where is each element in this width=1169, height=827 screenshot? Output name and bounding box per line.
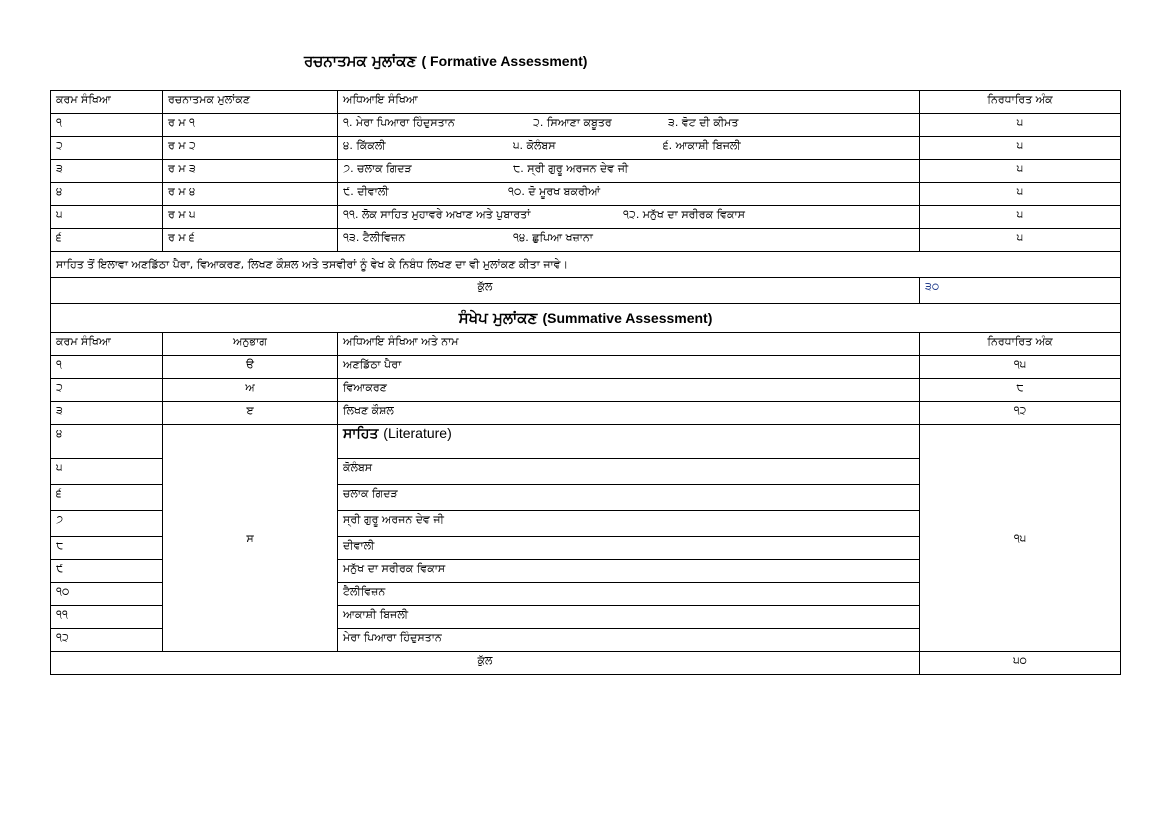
header-section: ਅਨੁਭਾਗ (163, 333, 338, 356)
header-formative: ਰਚਨਾਤਮਕ ਮੁਲਾਂਕਣ (163, 91, 338, 114)
formative-total-value: ੩੦ (920, 278, 1121, 304)
marks-cell: ੮ (920, 379, 1121, 402)
chapter: ੧੩. ਟੈਲੀਵਿਜ਼ਨ (343, 231, 406, 244)
table-row (51, 137, 1121, 160)
serial-cell: ੮ (51, 537, 163, 560)
literature-heading-english: (Literature) (383, 425, 452, 441)
name-cell: ਆਕਾਸ਼ੀ ਬਿਜਲੀ (338, 606, 920, 629)
serial-cell: ੩ (51, 402, 163, 425)
chapter: ੭. ਚਲਾਕ ਗਿਦੜ (343, 162, 412, 175)
marks-cell: ੧੫ (920, 356, 1121, 379)
serial-cell: ੧੧ (51, 606, 163, 629)
table-row (51, 206, 1121, 229)
serial-cell: ੪ (51, 183, 163, 206)
page-title (304, 52, 724, 72)
page-title-punjabi: ਰਚਨਾਤਮਕ ਮੁਲਾਂਕਣ (304, 52, 417, 70)
summative-total-row (51, 652, 1121, 675)
formative-note-row (51, 252, 1121, 278)
header-chapter-name: ਅਧਿਆਇ ਸੰਖਿਆ ਅਤੇ ਨਾਮ (338, 333, 920, 356)
chapters-cell (338, 160, 920, 183)
serial-cell: ੨ (51, 379, 163, 402)
section-cell: ੳ (163, 356, 338, 379)
serial-cell: ੬ (51, 229, 163, 252)
header-chapters: ਅਧਿਆਇ ਸੰਖਿਆ (338, 91, 920, 114)
marks-cell: ੫ (920, 183, 1121, 206)
marks-cell: ੫ (920, 206, 1121, 229)
section-cell: ੲ (163, 402, 338, 425)
serial-cell: ੨ (51, 137, 163, 160)
serial-cell: ੧੨ (51, 629, 163, 652)
code-cell: ਰ ਮ ੧ (163, 114, 338, 137)
literature-heading (338, 425, 920, 459)
name-cell: ਦੀਵਾਲੀ (338, 537, 920, 560)
code-cell: ਰ ਮ ੨ (163, 137, 338, 160)
page-title-english: ( Formative Assessment) (421, 53, 588, 69)
serial-cell: ੫ (51, 459, 163, 485)
chapter: ੧੪. ਛੁਪਿਆ ਖਜ਼ਾਨਾ (513, 231, 593, 244)
chapters-cell (338, 183, 920, 206)
serial-cell: ੧੦ (51, 583, 163, 606)
formative-total-label: ਕੁੱਲ (51, 278, 920, 304)
serial-cell: ੪ (51, 425, 163, 459)
table-row (51, 379, 1121, 402)
chapter: ੧੧. ਲੋਕ ਸਾਹਿਤ ਮੁਹਾਵਰੇ ਅਖਾਣ ਅਤੇ ਪੁਬਾਰਤਾਂ (343, 208, 531, 221)
marks-cell: ੫ (920, 160, 1121, 183)
name-cell: ਚਲਾਕ ਗਿਦੜ (338, 485, 920, 511)
marks-cell: ੧੨ (920, 402, 1121, 425)
chapter: ੧੦. ਦੋ ਮੂਰਖ ਬਕਰੀਆਂ (508, 185, 601, 198)
summative-title-row (51, 304, 1121, 333)
chapters-cell (338, 114, 920, 137)
code-cell: ਰ ਮ ੪ (163, 183, 338, 206)
formative-header-row (51, 91, 1121, 114)
header-serial: ਕਰਮ ਸੰਖਿਆ (51, 91, 163, 114)
section-cell: ਅ (163, 379, 338, 402)
chapters-cell (338, 229, 920, 252)
chapter: ੬. ਆਕਾਸ਼ੀ ਬਿਜਲੀ (663, 139, 741, 152)
chapter: ੨. ਸਿਆਣਾ ਕਬੂਤਰ (533, 116, 612, 129)
name-cell: ਟੈਲੀਵਿਜ਼ਨ (338, 583, 920, 606)
code-cell: ਰ ਮ ੬ (163, 229, 338, 252)
formative-note: ਸਾਹਿਤ ਤੋਂ ਇਲਾਵਾ ਅਣਡਿੱਠਾ ਪੈਰਾ, ਵਿਆਕਰਣ, ਲਿਖਣ ਕੌਸ਼ਲ ਅਤੇ ਤਸਵੀਰਾਂ ਨੂੰ ਵੇਖ ਕੇ ਨਿਬੰਧ ਲਿਖਣ ਦਾ ਵੀ ਮੁਲਾਂਕਣ ਕੀਤਾ ਜਾਵੇ। (51, 252, 1121, 278)
serial-cell: ੫ (51, 206, 163, 229)
literature-marks-cell: ੧੫ (920, 425, 1121, 652)
table-row (51, 402, 1121, 425)
literature-heading-row (51, 425, 1121, 459)
serial-cell: ੧ (51, 114, 163, 137)
name-cell: ਅਣਡਿੱਠਾ ਪੈਰਾ (338, 356, 920, 379)
chapter: ੯. ਦੀਵਾਲੀ (343, 185, 389, 198)
summative-title (51, 304, 1121, 333)
literature-section-cell: ਸ (163, 425, 338, 652)
table-row (51, 183, 1121, 206)
serial-cell: ੭ (51, 511, 163, 537)
summative-title-punjabi: ਸੰਖੇਪ ਮੁਲਾਂਕਣ (458, 308, 538, 327)
marks-cell: ੫ (920, 114, 1121, 137)
name-cell: ਮੇਰਾ ਪਿਆਰਾ ਹਿੰਦੁਸਤਾਨ (338, 629, 920, 652)
chapter: ੧੨. ਮਨੁੱਖ ਦਾ ਸਰੀਰਕ ਵਿਕਾਸ (623, 208, 745, 221)
table-row (51, 114, 1121, 137)
table-row (51, 160, 1121, 183)
marks-cell: ੫ (920, 229, 1121, 252)
table-row (51, 356, 1121, 379)
name-cell: ਵਿਆਕਰਣ (338, 379, 920, 402)
chapters-cell (338, 206, 920, 229)
chapter: ੩. ਵੋਟ ਦੀ ਕੀਮਤ (668, 116, 739, 129)
serial-cell: ੧ (51, 356, 163, 379)
summative-total-label: ਕੁੱਲ (51, 652, 920, 675)
serial-cell: ੩ (51, 160, 163, 183)
header-serial: ਕਰਮ ਸੰਖਿਆ (51, 333, 163, 356)
name-cell: ਲਿਖਣ ਕੌਸ਼ਲ (338, 402, 920, 425)
code-cell: ਰ ਮ ੩ (163, 160, 338, 183)
serial-cell: ੬ (51, 485, 163, 511)
chapter: ੮. ਸ੍ਰੀ ਗੁਰੂ ਅਰਜਨ ਦੇਵ ਜੀ (513, 162, 629, 175)
formative-total-row (51, 278, 1121, 304)
name-cell: ਕੋਲੰਬਸ (338, 459, 920, 485)
summative-total-value: ੫੦ (920, 652, 1121, 675)
serial-cell: ੯ (51, 560, 163, 583)
name-cell: ਸ੍ਰੀ ਗੁਰੂ ਅਰਜਨ ਦੇਵ ਜੀ (338, 511, 920, 537)
chapter: ੫. ਕੋਲੰਬਸ (513, 139, 556, 152)
summative-header-row (51, 333, 1121, 356)
summative-title-english: (Summative Assessment) (542, 309, 713, 326)
table-row (51, 229, 1121, 252)
chapter: ੪. ਕਿੱਕਲੀ (343, 139, 386, 152)
header-marks: ਨਿਰਧਾਰਿਤ ਅੰਕ (920, 333, 1121, 356)
header-marks: ਨਿਰਧਾਰਿਤ ਅੰਕ (920, 91, 1121, 114)
literature-heading-punjabi: ਸਾਹਿਤ (343, 426, 379, 442)
chapters-cell (338, 137, 920, 160)
chapter: ੧. ਮੇਰਾ ਪਿਆਰਾ ਹਿੰਦੁਸਤਾਨ (343, 116, 455, 129)
code-cell: ਰ ਮ ੫ (163, 206, 338, 229)
name-cell: ਮਨੁੱਖ ਦਾ ਸਰੀਰਕ ਵਿਕਾਸ (338, 560, 920, 583)
assessment-table (50, 90, 1121, 675)
marks-cell: ੫ (920, 137, 1121, 160)
